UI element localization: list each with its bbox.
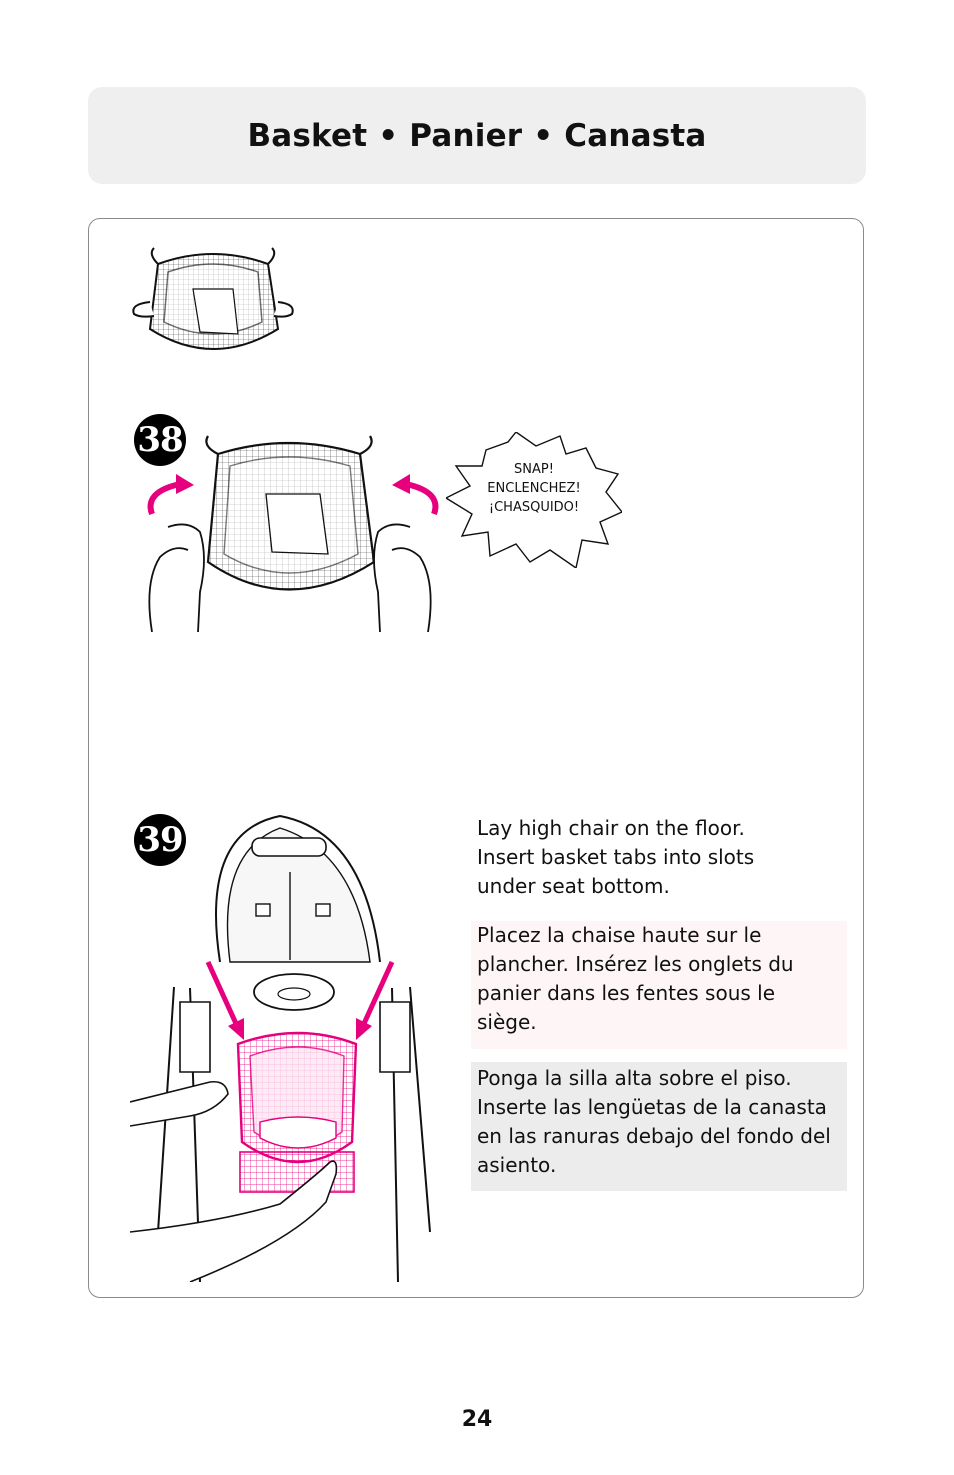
snap-line-fr: ENCLENCHEZ! <box>487 481 581 496</box>
instruction-spanish <box>471 1062 847 1191</box>
instruction-french-text: Placez la chaise haute sur le plancher. Insérez les onglets du panier dans les fentes sous le siège. <box>477 923 794 1034</box>
instruction-english <box>471 814 847 901</box>
instruction-french <box>471 921 847 1049</box>
step-38-badge: 38 <box>134 414 186 466</box>
instruction-spanish-text: Ponga la silla alta sobre el piso. Inserte las lengüetas de la canasta en las ranuras debajo del fondo del asiento. <box>477 1066 831 1177</box>
basket-illustration-small <box>128 244 298 360</box>
snap-callout <box>446 432 622 568</box>
highchair-basket-illustration <box>130 812 446 1282</box>
page-number: 24 <box>461 1407 493 1432</box>
title-bar <box>88 87 866 184</box>
step-39-badge: 39 <box>134 814 186 866</box>
page-title: Basket • Panier • Canasta <box>247 117 707 154</box>
basket-snap-illustration <box>138 432 448 632</box>
instruction-english-text: Lay high chair on the floor. Insert basket tabs into slots under seat bottom. <box>477 816 755 898</box>
snap-line-en: SNAP! <box>514 462 554 477</box>
snap-line-es: ¡CHASQUIDO! <box>488 500 580 515</box>
snap-text <box>446 460 622 517</box>
